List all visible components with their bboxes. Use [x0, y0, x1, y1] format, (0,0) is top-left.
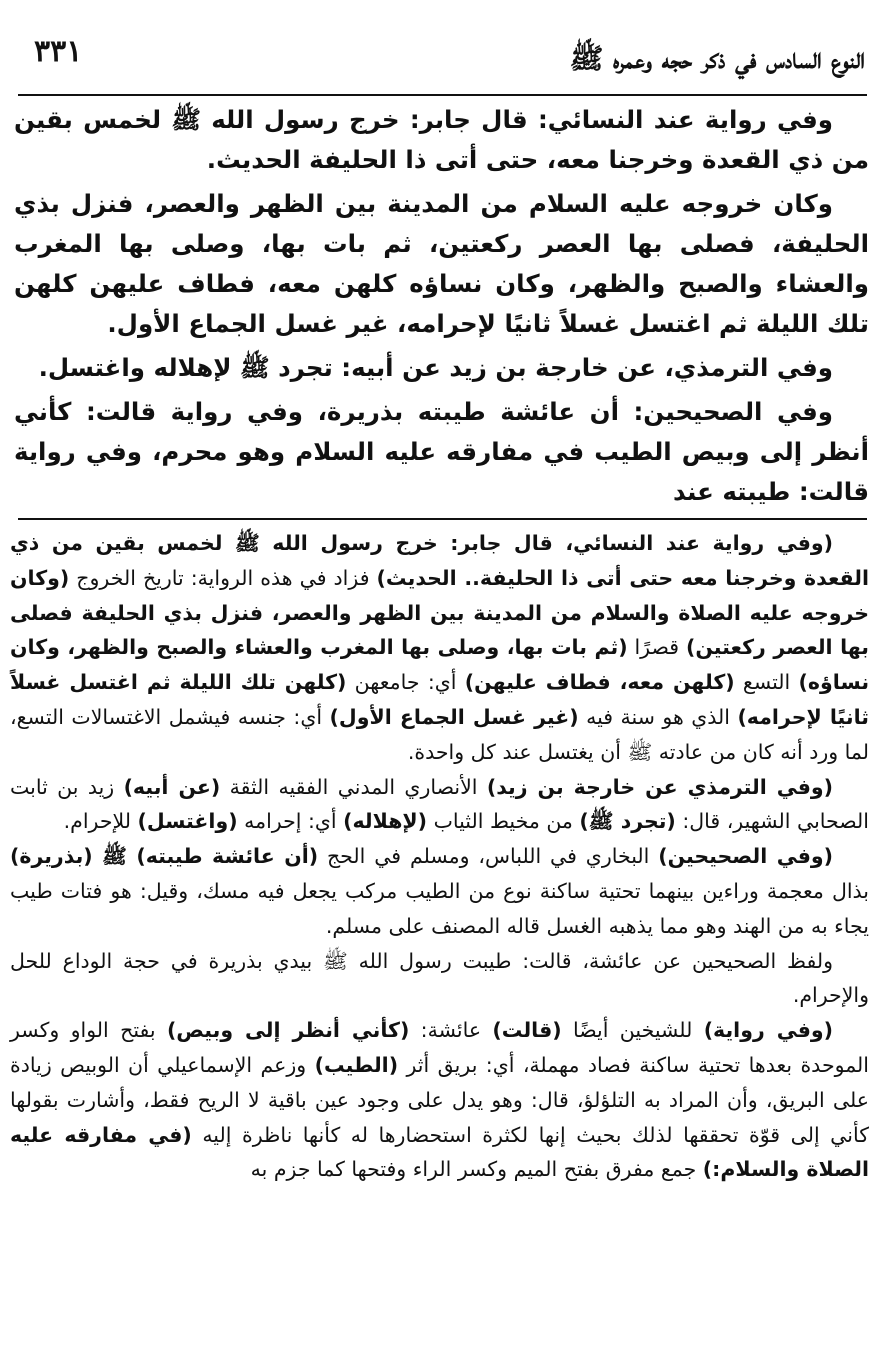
quoted-text: (الطيب) — [314, 1052, 399, 1077]
commentary — [10, 526, 869, 1346]
commentary-text: عائشة: — [409, 1018, 493, 1043]
commentary-text: الأنصاري المدني الفقيه الثقة — [220, 774, 487, 799]
commentary-text: أي: جامعهن — [346, 670, 465, 695]
quoted-text: (أن عائشة طيبته) ﷺ (بذريرة) — [10, 844, 319, 869]
commentary-text: فزاد في هذه الرواية: تاريخ الخروج — [69, 565, 377, 590]
commentary-paragraph — [10, 944, 869, 1014]
quoted-text: (ثم بات بها، وصلى بها المغرب والعشاء والصبح والظهر، وكان نساؤه) — [10, 635, 870, 695]
commentary-text: البخاري في اللباس، ومسلم في الحج — [318, 844, 659, 869]
commentary-text: للإحرام. — [63, 809, 138, 834]
commentary-paragraph — [10, 839, 869, 943]
commentary-text: وزعم الإسماعيلي أن الوبيص زيادة على البريق، وأن المراد به التلؤلؤ، قال: وهو يدل على وجود عين باقية لا الريح فقط، وأشارت بقولها كأني إلى قوّة تحققها لذلك بحيث إنها لكثرة استحضارها له كأنها ناظرة إليه — [10, 1052, 869, 1147]
quoted-text: (كلهن معه، فطاف عليهن) — [464, 670, 735, 695]
commentary-text: التسع — [734, 670, 799, 695]
quoted-text: (قالت) — [492, 1018, 562, 1043]
quoted-text: (عن أبيه) — [123, 774, 221, 799]
commentary-text: الذي هو سنة فيه — [578, 704, 738, 729]
quoted-text: (وفي رواية عند النسائي، قال جابر: خرج رسول الله ﷺ لخمس بقين من ذي القعدة وخرجنا معه حتى أتى ذا الحليفة.. الحديث) — [10, 531, 869, 590]
main-text — [14, 100, 869, 515]
commentary-text: جمع مفرق بفتح الميم وكسر الراء وفتحها كما جزم به — [250, 1157, 703, 1182]
quoted-text: (غير غسل الجماع الأول) — [329, 704, 579, 729]
matn-paragraph: وفي الترمذي، عن خارجة بن زيد عن أبيه: تجرد ﷺ لإهلاله واغتسل. — [38, 353, 833, 382]
commentary-text: بفتح الواو وكسر الموحدة بعدها تحتية ساكنة فصاد مهملة، أي: بريق أثر — [10, 1018, 870, 1077]
text-commentary-separator — [18, 518, 867, 520]
quoted-text: (تجرد ﷺ) — [579, 809, 676, 834]
commentary-text: أي: جنسه فيشمل الاغتسالات التسع، لما ورد أنه كان من عادته ﷺ أن يغتسل عند كل واحدة. — [10, 704, 869, 764]
commentary-text: بذال معجمة وراءين بينهما تحتية ساكنة نوع من الطيب مركب يجعل فيه مسك، وقيل: هو فتات طيب يجاء به من الهند وهو مما يذهبه الغسل قاله المصنف على مسلم. — [10, 878, 869, 938]
quoted-text: (وفي رواية) — [703, 1018, 834, 1043]
commentary-text: للشيخين أيضًا — [561, 1018, 704, 1043]
header-rule — [18, 94, 867, 96]
quoted-text: (وكان خروجه عليه الصلاة والسلام من المدينة بين الظهر والعصر، فنزل بذي الحليفة فصلى بها العصر ركعتين) — [10, 565, 869, 660]
commentary-paragraph — [10, 770, 869, 840]
commentary-paragraph — [10, 526, 869, 770]
commentary-text: أي: إحرامه — [237, 809, 344, 834]
quoted-text: (كأني أنظر إلى وبيص) — [166, 1018, 410, 1043]
quoted-text: (كلهن تلك الليلة ثم اغتسل غسلاً ثانيًا لإحرامه) — [10, 670, 869, 729]
quoted-text: (وفي الترمذي عن خارجة بن زيد) — [486, 774, 833, 799]
quoted-text: (واغتسل) — [137, 809, 238, 834]
commentary-text: من مخيط الثياب — [427, 809, 580, 834]
commentary-paragraph — [10, 1013, 869, 1187]
commentary-text: قصرًا — [627, 635, 686, 660]
commentary-text: ولفظ الصحيحين عن عائشة، قالت: طيبت رسول الله ﷺ بيدي بذريرة في حجة الوداع للحل والإحرام. — [10, 948, 869, 1008]
matn-paragraph: وفي الصحيحين: أن عائشة طيبته بذريرة، وفي رواية قالت: كأني أنظر إلى وبيص الطيب في مفارقه عليه السلام وهو محرم، وفي رواية قالت: طيبته عند — [14, 397, 869, 506]
matn-paragraph: وفي رواية عند النسائي: قال جابر: خرج رسول الله ﷺ لخمس بقين من ذي القعدة وخرجنا معه، حتى أتى ذا الحليفة الحديث. — [14, 105, 869, 174]
matn-paragraph: وكان خروجه عليه السلام من المدينة بين الظهر والعصر، فنزل بذي الحليفة، فصلى بها العصر ركعتين، ثم بات بها، وصلى بها المغرب والعشاء والصبح والظهر، وكان نساؤه كلهن معه، فطاف عليهن كلهن تلك الليلة ثم اغتسل غسلاً ثانيًا لإحرامه، غير غسل الجماع الأول. — [14, 189, 869, 338]
quoted-text: (لإهلاله) — [343, 809, 428, 834]
page-number: ٣٣١ — [34, 34, 83, 69]
quoted-text: (في مفارقه عليه الصلاة والسلام:) — [10, 1122, 869, 1182]
quoted-text: (وفي الصحيحين) — [658, 844, 833, 869]
commentary-text: زيد بن ثابت الصحابي الشهير، قال: — [10, 774, 869, 834]
running-title: النوع السادس في ذكر حجه وعمره ﷺ — [569, 42, 865, 75]
page-header — [14, 30, 871, 92]
